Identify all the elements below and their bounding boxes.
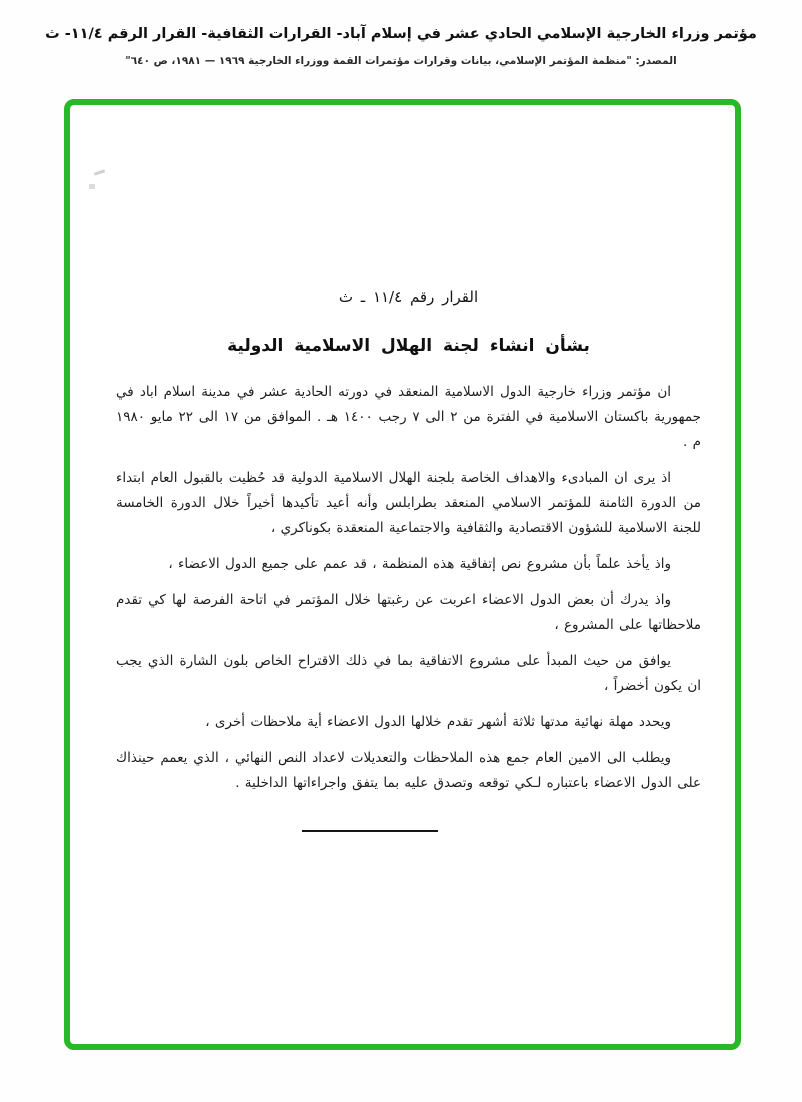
resolution-subject: بشأن انشاء لجنة الهلال الاسلامية الدولية: [227, 336, 590, 356]
scan-artifact: [89, 184, 95, 189]
document-body: [70, 105, 735, 832]
citation-source: المصدر: "منظمة المؤتمر الإسلامي، بيانات وقرارات مؤتمرات القمة ووزراء الخارجية ١٩٦٩ — ١٩٨١، ص ٦٤٠": [125, 55, 677, 67]
document-paragraph: ان مؤتمر وزراء خارجية الدول الاسلامية المنعقد في دورته الحادية عشر في مدينة اسلام اباد في جمهورية باكستان الاسلامية في الفترة من ٢ الى ٧ رجب ١٤٠٠ هـ . الموافق من ١٧ الى ٢٢ مايو ١٩٨٠ م .: [116, 384, 702, 450]
document-paragraph: اذ يرى ان المبادىء والاهداف الخاصة بلجنة الهلال الاسلامية الدولية قد حُظيت بالقبول العام ابتداء من الدورة الثامنة للمؤتمر الاسلامي المنعقد بطرابلس وأنه أعيد تأكيدها أخيراً خلال الدورة الخامسة للجنة الاسلامية للشؤون الاقتصادية والثقافية والاجتماعية المنعقدة بكوناكري ،: [116, 469, 701, 536]
document-paragraph: يوافق من حيث المبدأ على مشروع الاتفاقية بما في ذلك الاقتراح الخاص بلون الشارة الذي يجب ان يكون أخضراً ،: [116, 652, 701, 694]
citation-title: مؤتمر وزراء الخارجية الإسلامي الحادي عشر في إسلام آباد- القرارات الثقافية- القرار الرقم ١١/٤- ث: [45, 26, 757, 42]
document-paragraph: واذ يأخذ علماً بأن مشروع نص إتفاقية هذه المنظمة ، قد عمم على جميع الدول الاعضاء ،: [168, 555, 671, 572]
document-paragraph: ويحدد مهلة نهائية مدتها ثلاثة أشهر تقدم خلالها الدول الاعضاء أية ملاحظات أخرى ،: [205, 713, 671, 730]
closing-divider: [302, 830, 438, 832]
document-scan-frame: [64, 99, 741, 1050]
resolution-number: القرار رقم ١١/٤ ـ ث: [338, 288, 479, 306]
document-paragraph: واذ يدرك أن بعض الدول الاعضاء اعربت عن رغبتها خلال المؤتمر في اتاحة الفرصة لها كي تقدم ملاحظاتها على المشروع ،: [116, 591, 701, 633]
document-paragraph: ويطلب الى الامين العام جمع هذه الملاحظات والتعديلات لاعداد النص النهائي ، الذي يعمم حينذاك على الدول الاعضاء باعتباره لـكي توقعه وتصدق عليه بما يتفق واجراءاتها الداخلية .: [116, 749, 701, 791]
citation-header: [0, 0, 802, 67]
